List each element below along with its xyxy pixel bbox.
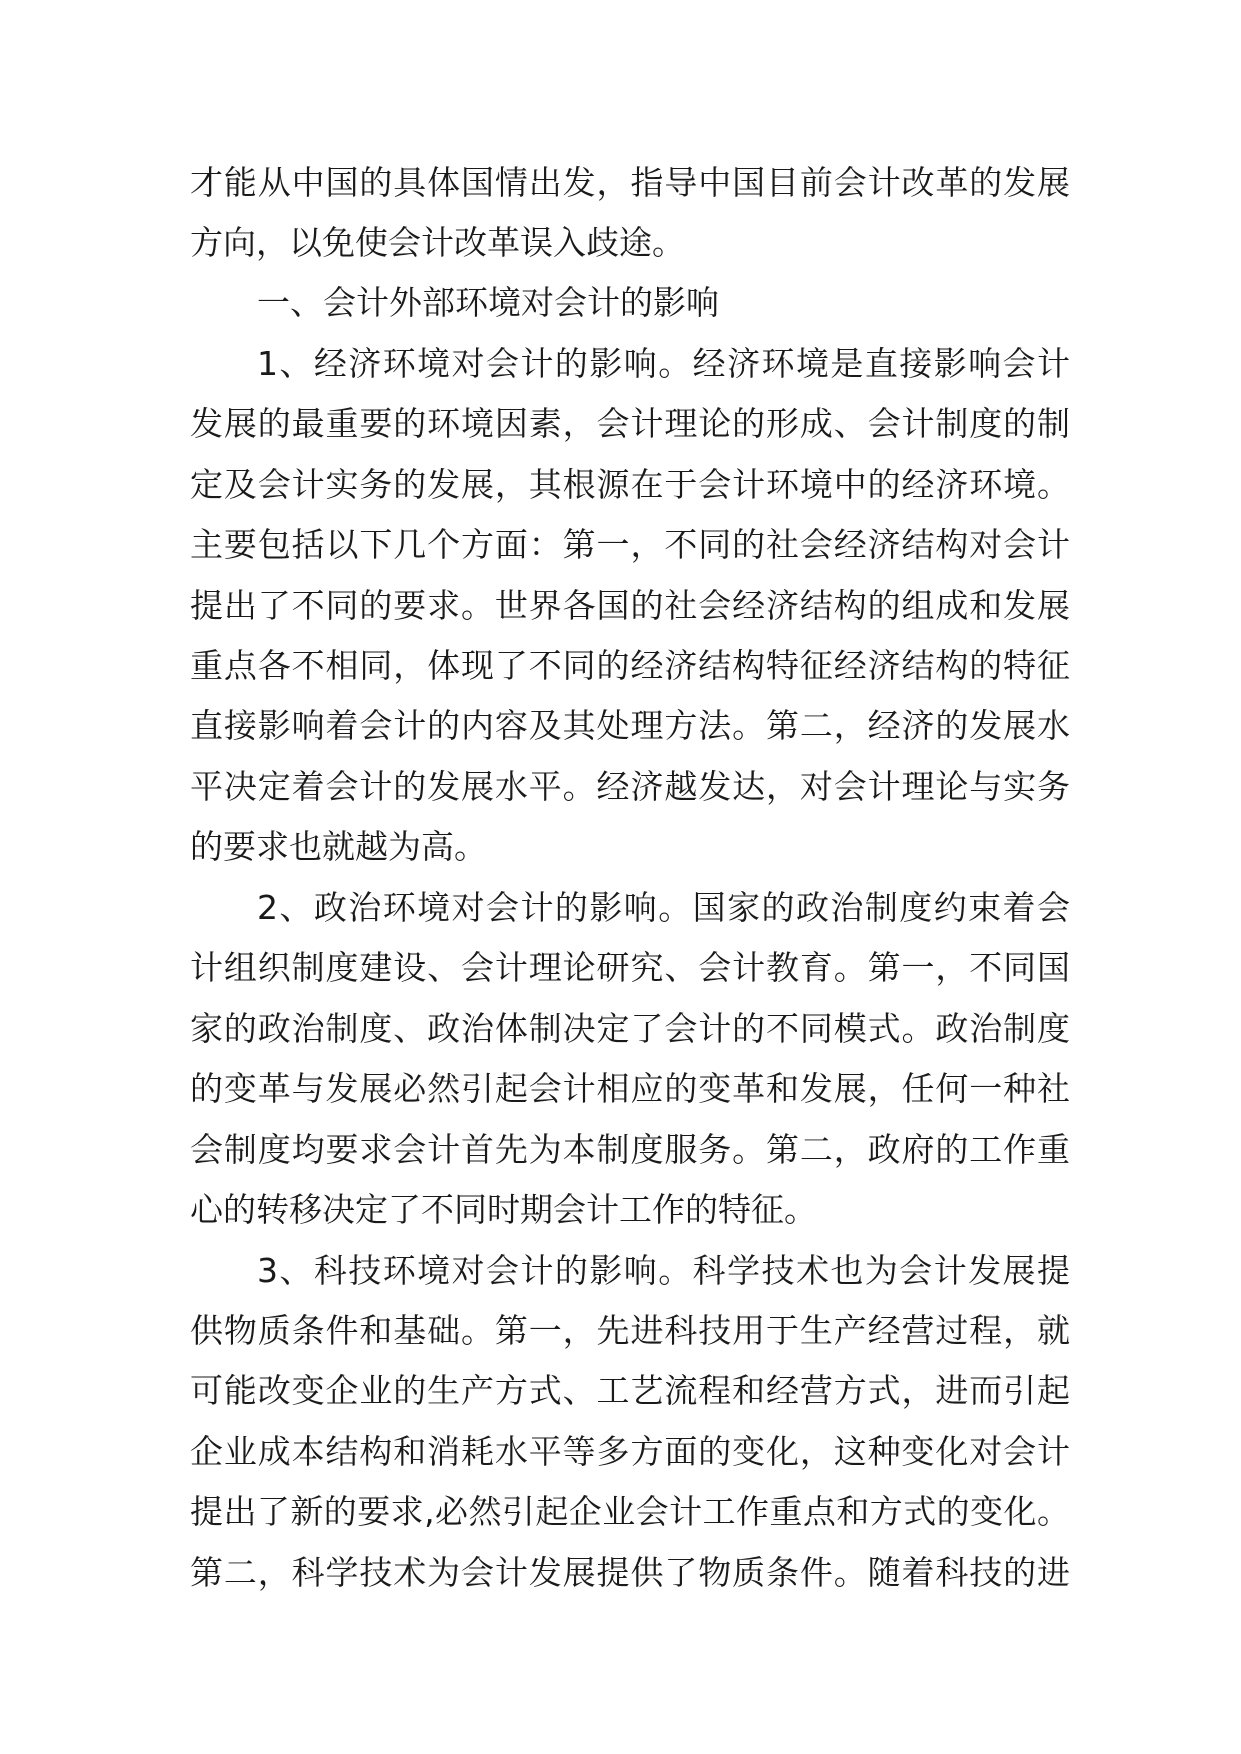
text-line: 的变革与发展必然引起会计相应的变革和发展，任何一种社: [190, 1069, 1070, 1108]
text-line: 可能改变企业的生产方式、工艺流程和经营方式，进而引起: [190, 1371, 1070, 1410]
text-line: 定及会计实务的发展，其根源在于会计环境中的经济环境。: [190, 465, 1070, 504]
text-line: 提出了新的要求,必然引起企业会计工作重点和方式的变化。: [190, 1492, 1070, 1531]
text-line: 直接影响着会计的内容及其处理方法。第二，经济的发展水: [190, 706, 1070, 745]
text-line: 家的政治制度、政治体制决定了会计的不同模式。政治制度: [190, 1009, 1070, 1048]
text-line: 提出了不同的要求。世界各国的社会经济结构的组成和发展: [190, 586, 1070, 625]
text-line: 计组织制度建设、会计理论研究、会计教育。第一，不同国: [190, 948, 1070, 987]
text-line: 供物质条件和基础。第一，先进科技用于生产经营过程，就: [190, 1311, 1070, 1350]
text-line: 心的转移决定了不同时期会计工作的特征。: [190, 1190, 817, 1229]
text-line: 第二，科学技术为会计发展提供了物质条件。随着科技的进: [190, 1553, 1070, 1592]
text-line: 发展的最重要的环境因素，会计理论的形成、会计制度的制: [190, 404, 1070, 443]
text-line: 方向，以免使会计改革误入歧途。: [190, 223, 685, 262]
section-heading: 一、会计外部环境对会计的影响: [257, 283, 719, 322]
text-line: 才能从中国的具体国情出发，指导中国目前会计改革的发展: [190, 163, 1070, 202]
paragraph-first-line: 3、科技环境对会计的影响。科学技术也为会计发展提: [257, 1251, 1070, 1290]
text-line: 重点各不相同，体现了不同的经济结构特征经济结构的特征: [190, 646, 1070, 685]
paragraph-first-line: 2、政治环境对会计的影响。国家的政治制度约束着会: [257, 888, 1070, 927]
text-line: 会制度均要求会计首先为本制度服务。第二，政府的工作重: [190, 1130, 1070, 1169]
text-line: 的要求也就越为高。: [190, 827, 487, 866]
text-line: 平决定着会计的发展水平。经济越发达，对会计理论与实务: [190, 767, 1070, 806]
paragraph-first-line: 1、经济环境对会计的影响。经济环境是直接影响会计: [257, 344, 1070, 383]
text-line: 主要包括以下几个方面：第一，不同的社会经济结构对会计: [190, 525, 1070, 564]
text-line: 企业成本结构和消耗水平等多方面的变化，这种变化对会计: [190, 1432, 1070, 1471]
